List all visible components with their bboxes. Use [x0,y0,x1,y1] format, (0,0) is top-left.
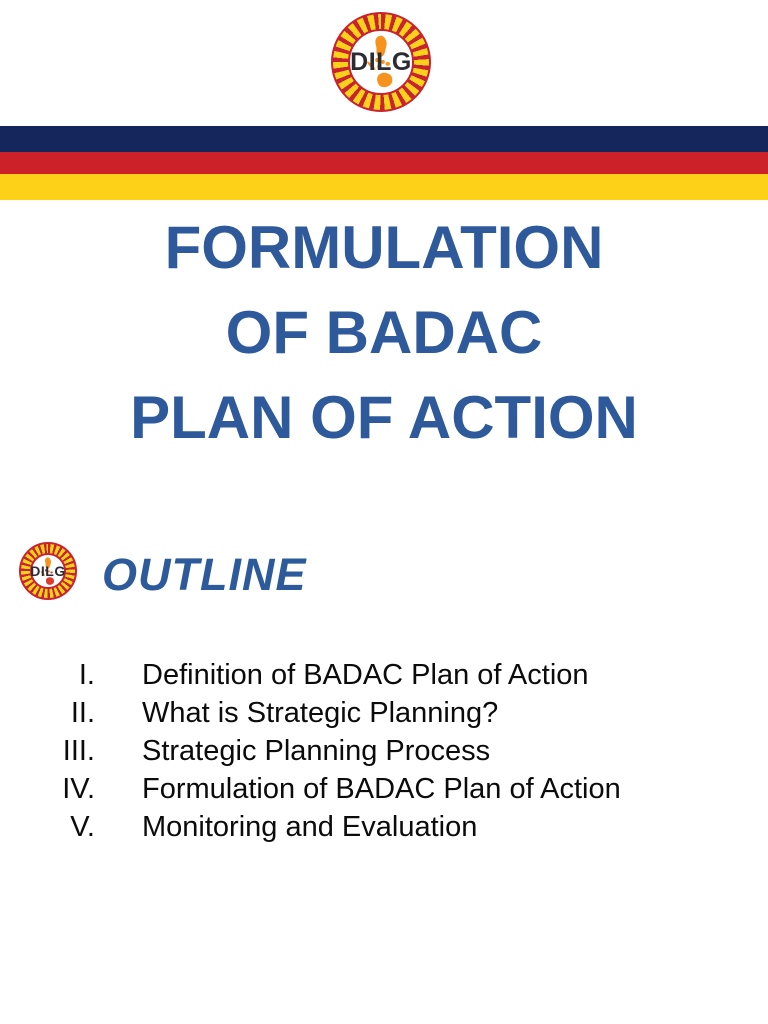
list-item-numeral: III. [62,735,95,767]
list-item [0,656,740,694]
title-line-3: PLAN OF ACTION [130,384,638,451]
slide-title [0,205,768,460]
list-item-text: Definition of BADAC Plan of Action [142,659,589,691]
list-item-numeral: II. [70,697,95,729]
flag-bar [0,126,768,200]
list-item-numeral: I. [78,659,95,691]
outline-heading: OUTLINE [102,549,307,600]
list-item-text: Formulation of BADAC Plan of Action [142,773,621,805]
list-item-text: What is Strategic Planning? [142,697,499,729]
flag-stripe-red [0,152,768,174]
list-item-numeral: IV. [62,773,95,805]
list-item [0,770,740,808]
title-line-2: OF BADAC [225,299,543,366]
flag-stripe-navy [0,126,768,152]
flag-stripe-yellow [0,174,768,200]
list-item-text: Monitoring and Evaluation [142,811,478,843]
dilg-seal [331,12,431,112]
dilg-seal-center [348,29,413,94]
list-item [0,694,740,732]
list-item [0,732,740,770]
list-item [0,808,740,846]
list-item-numeral: V. [70,811,95,843]
list-item-text: Strategic Planning Process [142,735,491,767]
outline-list [0,656,740,846]
dilg-seal-small [19,542,77,600]
dilg-seal-small-center [30,553,67,590]
dilg-seal-label: DILG [30,563,66,579]
title-line-1: FORMULATION [164,214,604,281]
dilg-seal-label: DILG [350,47,412,76]
